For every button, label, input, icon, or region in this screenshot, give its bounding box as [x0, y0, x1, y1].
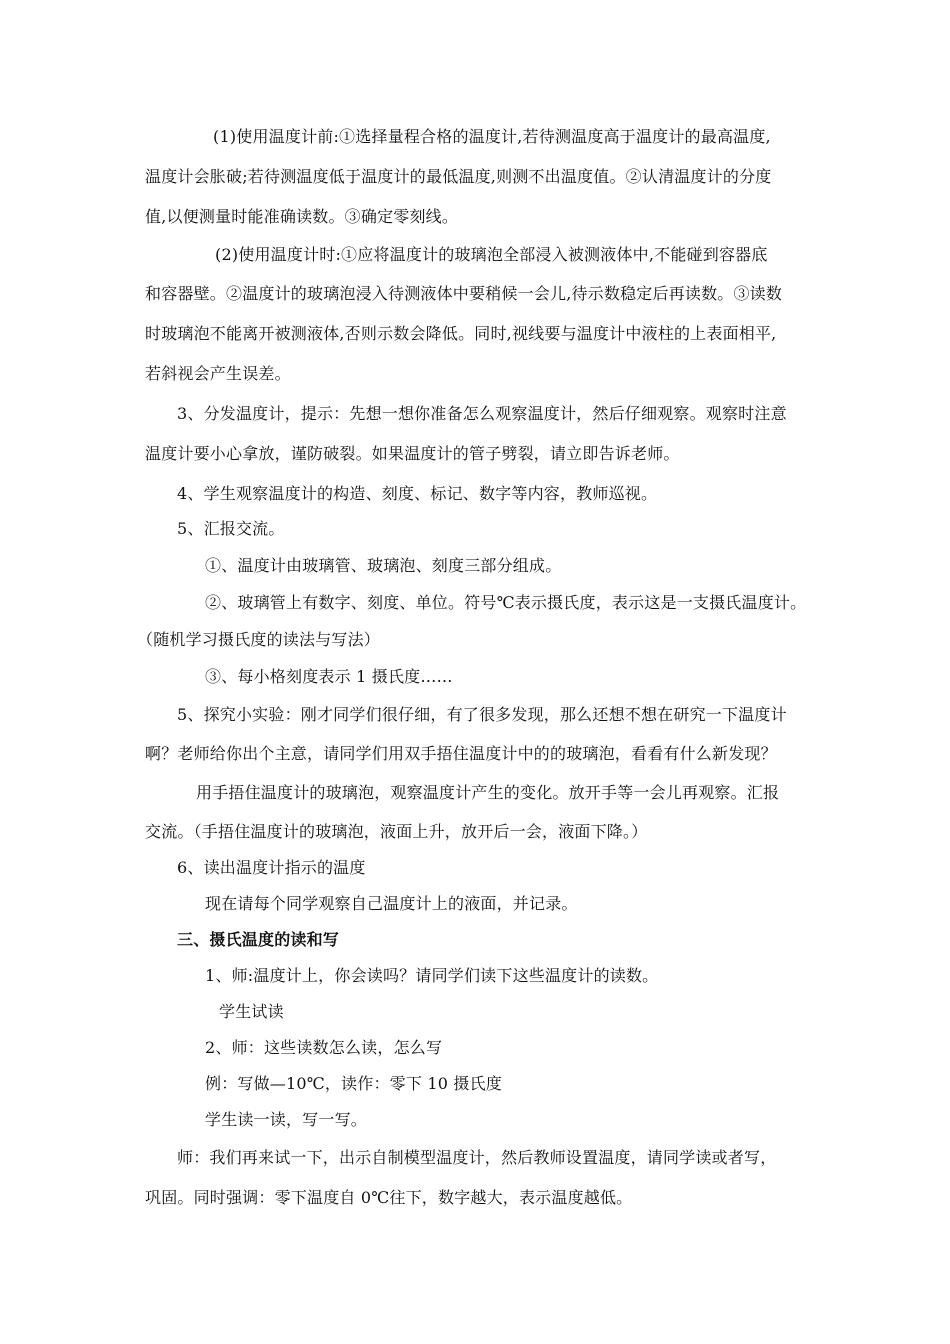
paragraph-line: 用手捂住温度计的玻璃泡，观察温度计产生的变化。放开手等一会儿再观察。汇报	[196, 783, 780, 802]
list-item: ①、温度计由玻璃管、玻璃泡、刻度三部分组成。	[205, 556, 562, 575]
paragraph-line: 值,以便测量时能准确读数。③确定零刻线。	[145, 207, 459, 226]
paragraph-line: 例：写做—10℃，读作：零下 10 摄氏度	[205, 1074, 502, 1093]
paragraph-line: 啊？老师给你出个主意，请同学们用双手捂住温度计中的的玻璃泡，看看有什么新发现？	[145, 744, 777, 763]
paragraph-line: 交流。（手捂住温度计的玻璃泡，液面上升，放开后一会，液面下降。）	[145, 822, 648, 841]
paragraph-line: 若斜视会产生误差。	[145, 364, 291, 383]
paragraph-line: 和容器壁。②温度计的玻璃泡浸入待测液体中要稍候一会儿,待示数稳定后再读数。③读数	[145, 284, 783, 303]
paragraph-line: 6、读出温度计指示的温度	[177, 858, 366, 877]
paragraph-line: 师：我们再来试一下，出示自制模型温度计，然后教师设置温度，请同学读或者写，	[177, 1148, 777, 1167]
paragraph-line: 温度计会胀破;若待测温度低于温度计的最低温度,则测不出温度值。②认清温度计的分度	[145, 167, 772, 186]
paragraph-line: 4、学生观察温度计的构造、刻度、标记、数字等内容，教师巡视。	[177, 484, 658, 503]
paragraph-line: 时玻璃泡不能离开被测液体,否则示数会降低。同时,视线要与温度计中液柱的上表面相平,	[145, 324, 777, 343]
paragraph-line: 巩固。同时强调：零下温度自 0℃往下，数字越大，表示温度越低。	[145, 1188, 633, 1207]
paragraph-line: 1、师:温度计上，你会读吗？请同学们读下这些温度计的读数。	[205, 966, 659, 985]
paragraph-line: 2、师：这些读数怎么读，怎么写	[205, 1038, 443, 1057]
paragraph-line: 温度计要小心拿放，谨防破裂。如果温度计的管子劈裂，请立即告诉老师。	[145, 444, 680, 463]
paragraph-line: 3、分发温度计，提示：先想一想你准备怎么观察温度计，然后仔细观察。观察时注意	[177, 404, 787, 423]
list-item: ③、每小格刻度表示 1 摄氏度……	[205, 667, 453, 686]
paragraph-line: (2)使用温度计时:①应将温度计的玻璃泡全部浸入被测液体中,不能碰到容器底	[215, 245, 768, 264]
list-item: ②、玻璃管上有数字、刻度、单位。符号℃表示摄氏度，表示这是一支摄氏温度计。	[205, 593, 807, 612]
paragraph-line: 5、汇报交流。	[177, 519, 285, 538]
paragraph-line: 现在请每个同学观察自己温度计上的液面，并记录。	[205, 894, 578, 913]
paragraph-line: (1)使用温度计前:①选择量程合格的温度计,若待测温度高于温度计的最高温度,	[213, 127, 771, 146]
paragraph-line: （随机学习摄氏度的读法与写法）	[137, 630, 381, 649]
paragraph-line: 学生读一读，写一写。	[205, 1110, 368, 1129]
paragraph-line: 5、探究小实验：刚才同学们很仔细，有了很多发现，那么还想不想在研究一下温度计	[177, 705, 787, 724]
section-heading: 三、摄氏温度的读和写	[177, 930, 340, 949]
paragraph-line: 学生试读	[219, 1002, 284, 1021]
